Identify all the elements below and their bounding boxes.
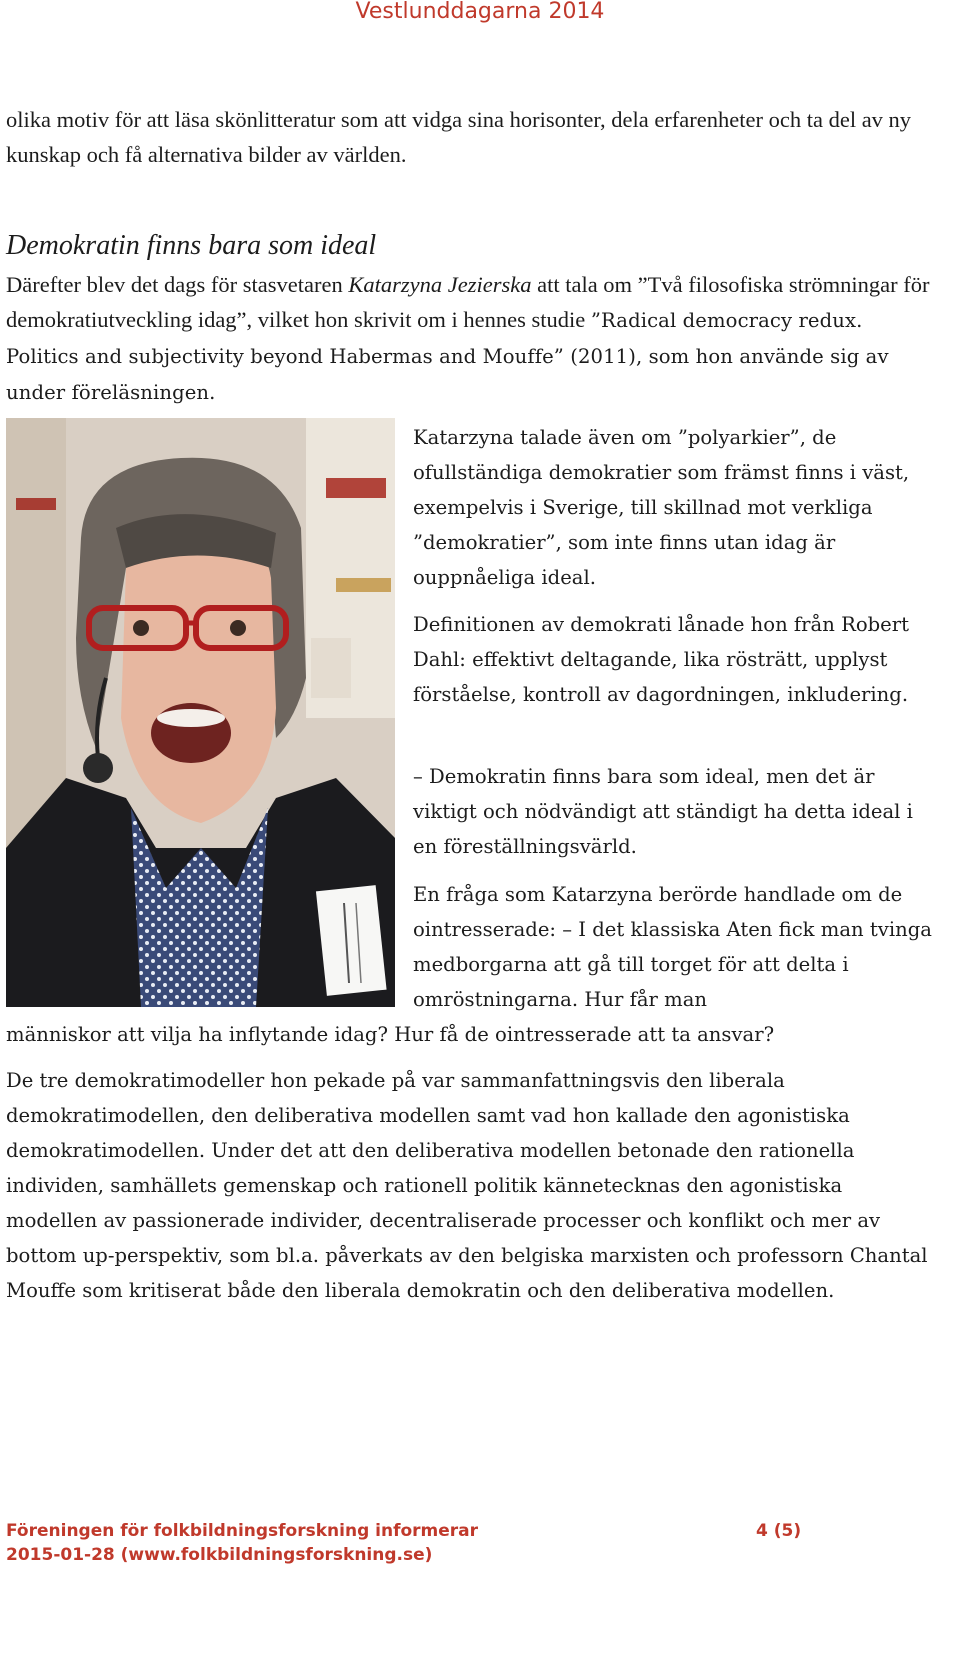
paragraph-polyarkier: Katarzyna talade även om ”polyarkier”, de ofullständiga demokratier som främst finns i väst, exempelvis i Sverige, till skillnad mot verkliga ”demokratier”, som inte finns utan idag är ouppnåeliga ideal. [413,426,910,589]
intro-text-after: att tala om ”Två filosofiska strömningar för demokratiutveckling idag”, vilket hon skrivit om i hennes studie [6,272,930,332]
footer-org: Föreningen för folkbildningsforskning informerar [6,1521,479,1541]
paragraph-question-end: människor att vilja ha inflytande idag? Hur få de ointresserade att ta ansvar? [6,1023,775,1046]
paragraph-models: De tre demokratimodeller hon pekade på var sammanfattningsvis den liberala demokratimodellen, den deliberativa modellen samt vad hon kallade den agonistiska demokratimodellen. Under det att den deliberativa modellen betonade den rationella individen, samhällets gemenskap och rationell politik kännetecknas den agonistiska modellen av passionerade individer, decentraliserade processer och konflikt och mer av bottom up-perspektiv, som bl.a. påverkats av den belgiska marxisten och professorn Chantal Mouffe som kritiserat både den liberala demokratin och den deliberativa modellen. [6,1069,928,1302]
section-heading: Demokratin finns bara som ideal [6,230,377,261]
paragraph-quote: – Demokratin finns bara som ideal, men det är viktigt och nödvändigt att ständigt ha detta ideal i en föreställningsvärld. [413,765,913,858]
paragraph-question-wrap: En fråga som Katarzyna berörde handlade om de ointresserade: – I det klassiska Aten fick man tvinga medborgarna att gå till torget för att delta i omröstningarna. Hur får man [413,883,932,1011]
footer-page-number: 4 (5) [756,1521,802,1541]
paragraph-top: olika motiv för att läsa skönlitteratur som att vidga sina horisonter, dela erfarenheter och ta del av ny kunskap och få alternativa bilder av världen. [6,107,912,167]
intro-text-study: ”Radical democracy redux. Politics and subjectivity beyond Habermas and Mouffe” (2011), som hon använde sig av under föreläsningen. [6,309,889,404]
page-footer [6,1519,806,1567]
page-header-title: Vestlunddagarna 2014 [355,0,605,24]
intro-text-before: Därefter blev det dags för stasvetaren [6,272,349,297]
footer-date-url: 2015-01-28 (www.folkbildningsforskning.se) [6,1545,433,1565]
speaker-name: Katarzyna Jezierska [348,272,532,297]
paragraph-dahl: Definitionen av demokrati lånade hon från Robert Dahl: effektivt deltagande, lika rösträtt, upplyst förståelse, kontroll av dagordningen, inkludering. [413,613,909,706]
speaker-photo [6,418,395,1007]
intro-paragraph [6,267,931,410]
